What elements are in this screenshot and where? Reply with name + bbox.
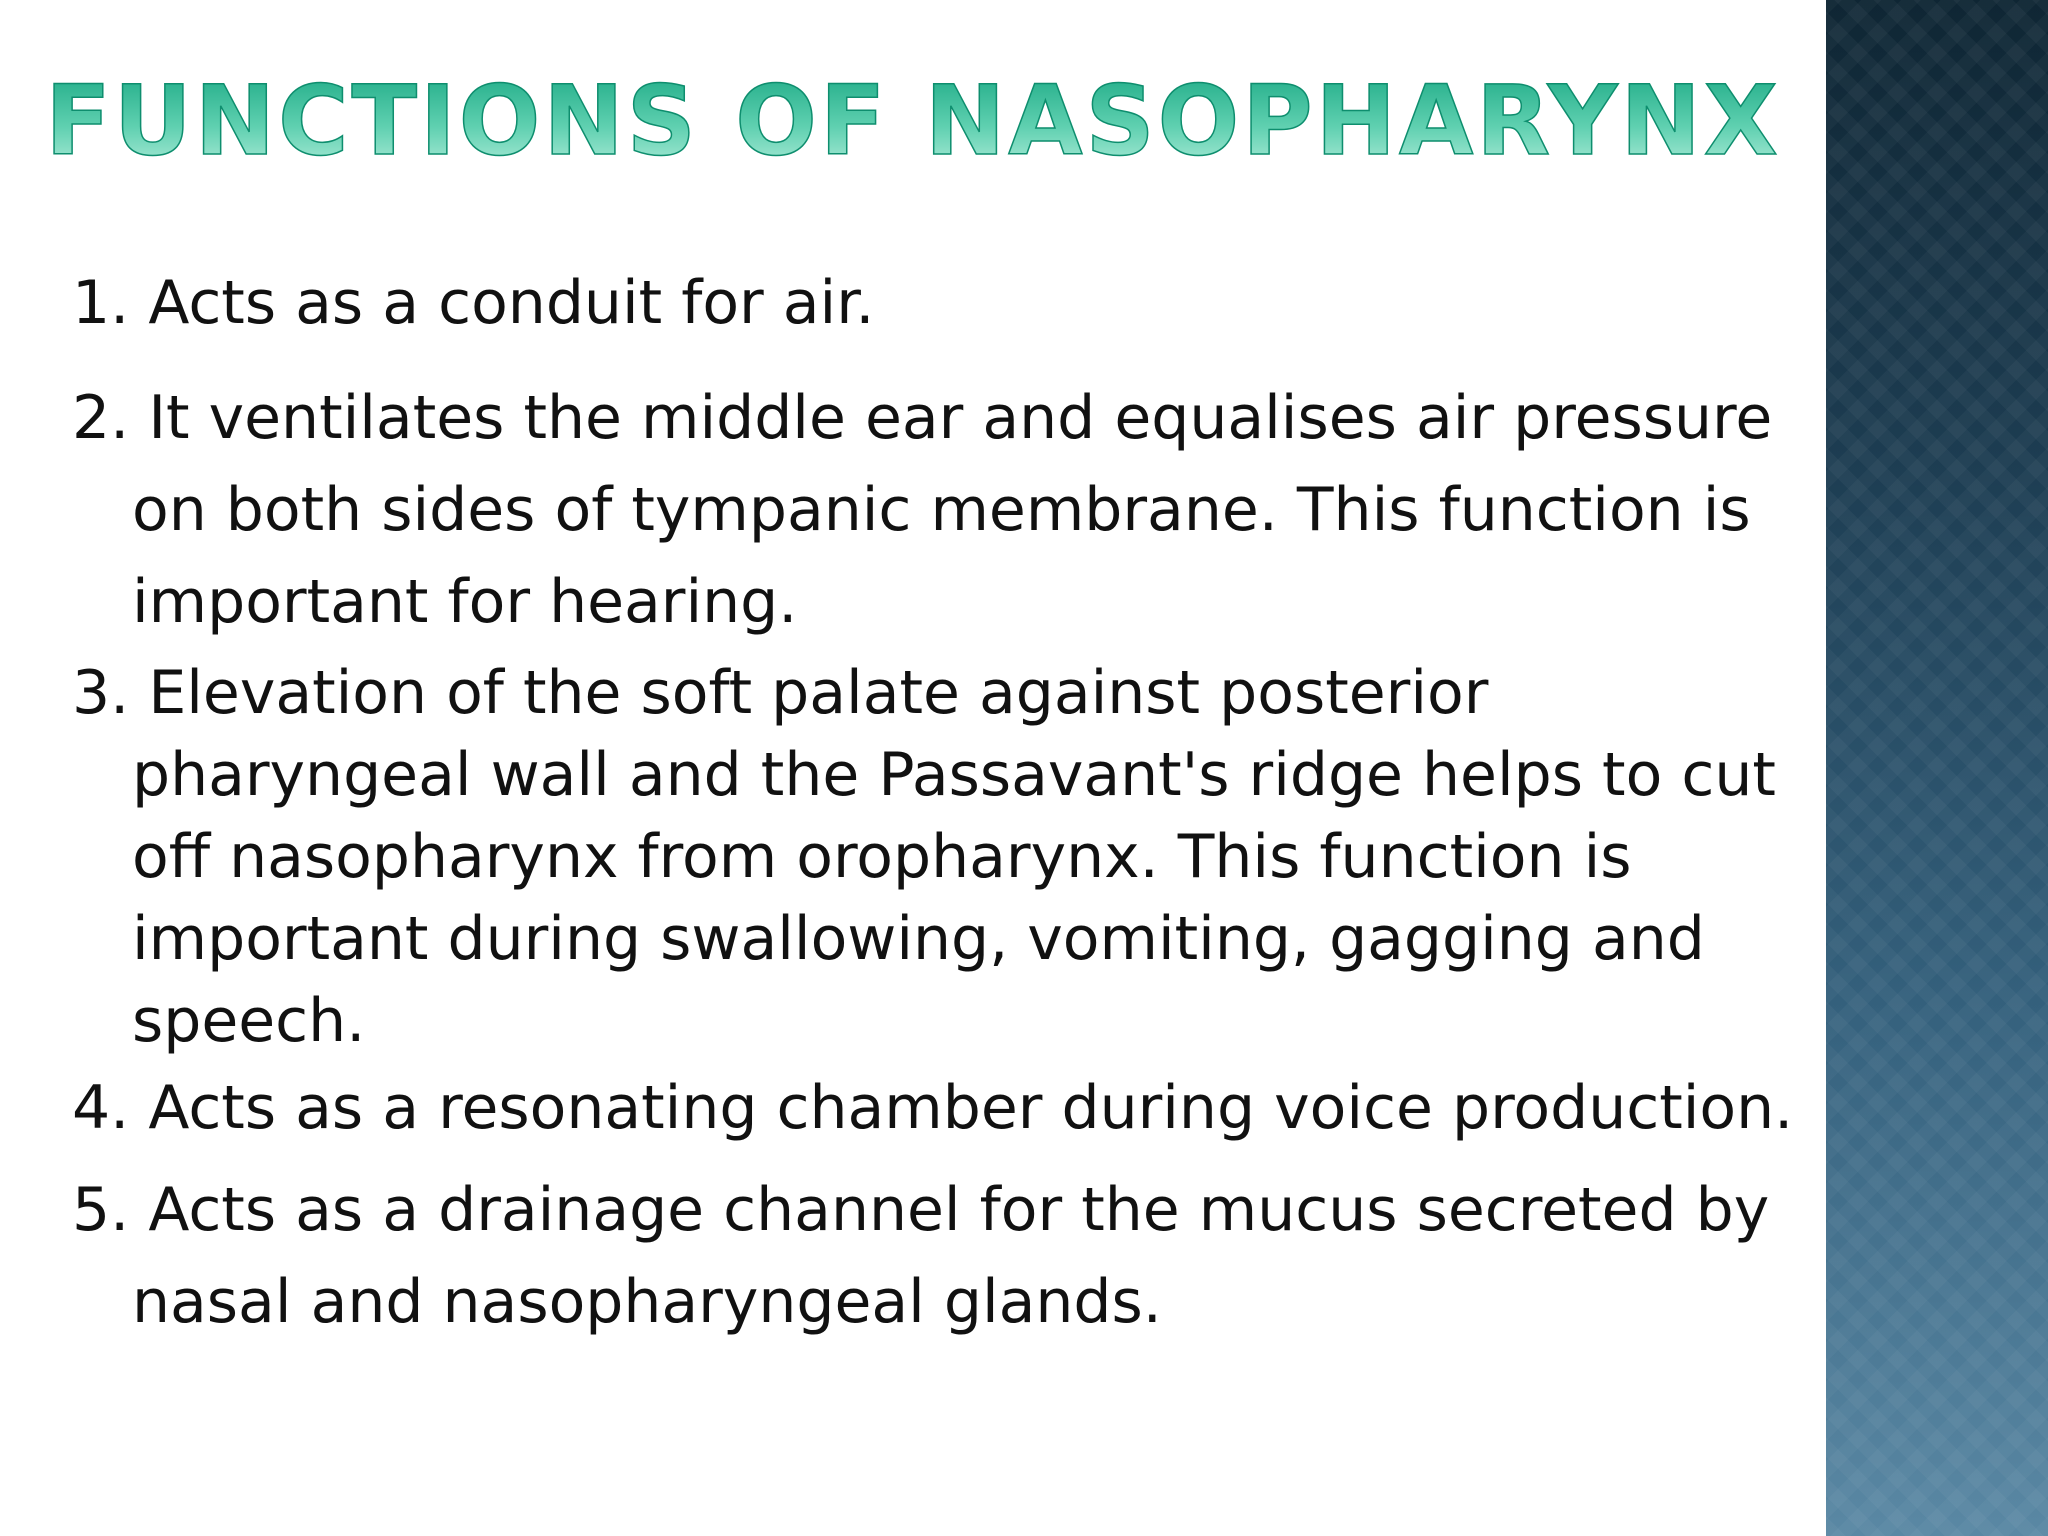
- list-item: [72, 652, 1802, 1062]
- function-list: [72, 262, 1802, 1348]
- item-number: 1.: [72, 268, 130, 338]
- item-number: 3.: [72, 658, 130, 728]
- item-number: 4.: [72, 1073, 130, 1143]
- slide-title-text: FUNCTIONS OF NASOPHARYNX: [45, 65, 1781, 177]
- list-item: [72, 372, 1802, 648]
- slide-title-graphic: [0, 62, 1826, 177]
- decorative-side-panel: [1826, 0, 2048, 1536]
- panel-texture: [1826, 0, 2048, 1536]
- item-number: 2.: [72, 383, 130, 453]
- item-text: Acts as a drainage channel for the mucus secreted by nasal and nasopharyngeal glands.: [132, 1175, 1770, 1337]
- list-item: [72, 1164, 1802, 1348]
- item-text: Elevation of the soft palate against posterior pharyngeal wall and the Passavant's ridge helps to cut off nasopharynx from oropharynx. This function is important during swallowing, vomiting, gagging and speech.: [132, 658, 1776, 1056]
- item-text: It ventilates the middle ear and equalises air pressure on both sides of tympanic membrane. This function is important for hearing.: [132, 383, 1773, 637]
- item-text: Acts as a resonating chamber during voice production.: [148, 1073, 1794, 1143]
- item-text: Acts as a conduit for air.: [148, 268, 875, 338]
- slide-title: [0, 62, 1826, 188]
- list-item: [72, 1062, 1802, 1154]
- item-number: 5.: [72, 1175, 130, 1245]
- list-item: [72, 262, 1802, 344]
